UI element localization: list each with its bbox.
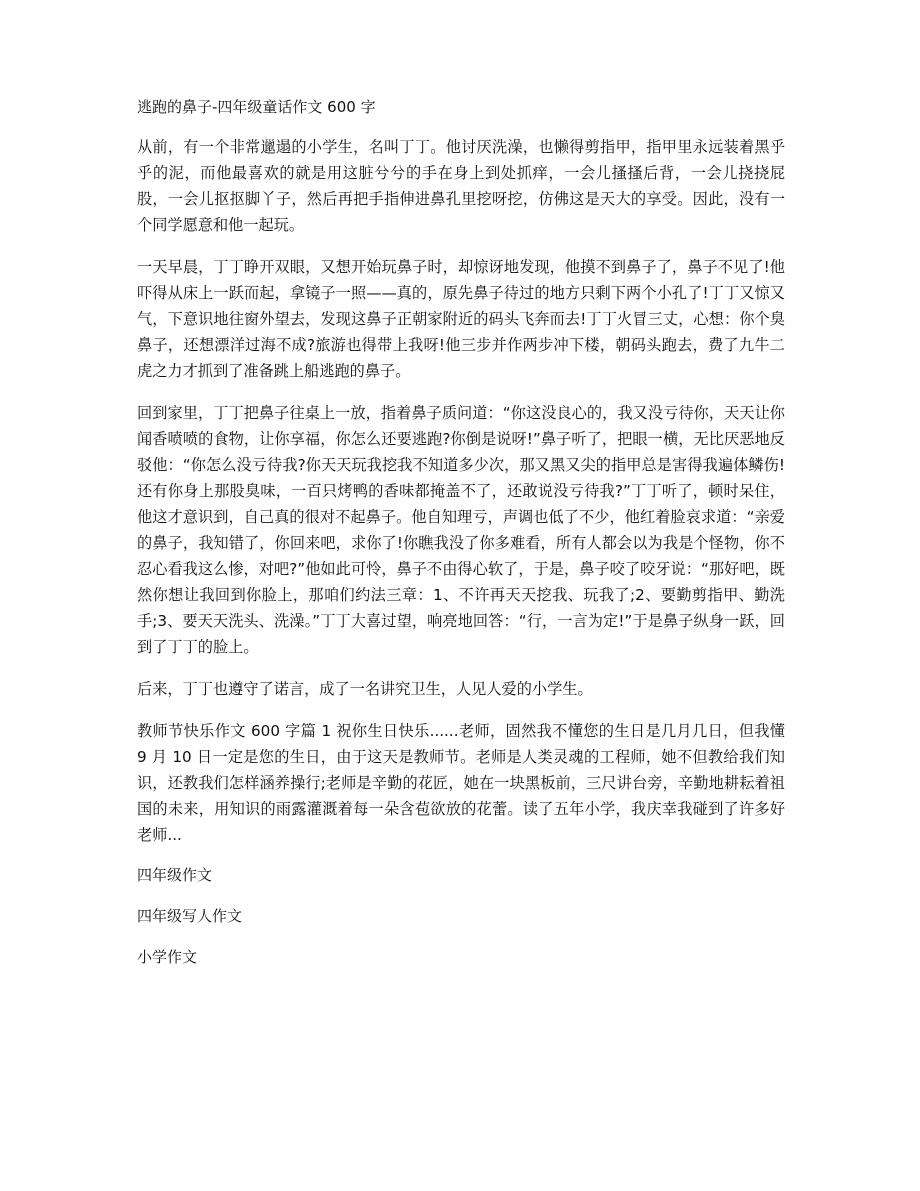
document-title: 逃跑的鼻子-四年级童话作文 600 字 (137, 98, 376, 116)
related-article-excerpt: 教师节快乐作文 600 字篇 1 祝你生日快乐......老师，固然我不懂您的生日是几月几日，但我懂 9 月 10 日一定是您的生日，由于这天是教师节。老师是人类灵魂的工程师，她不但教给我们知识，还教我们怎样涵养操行;老师是辛勤的花匠，她在一块黑板前，三尺讲台旁，辛勤地耕耘着祖国的未来，用知识的雨露灌溉着每一朵含苞欲放的花蕾。读了五年小学，我庆幸我碰到了许多好老师... (137, 722, 785, 844)
document-page (137, 96, 785, 987)
category-tag: 四年级作文 (137, 866, 213, 884)
story-paragraph-1: 从前，有一个非常邋遢的小学生，名叫丁丁。他讨厌洗澡，也懒得剪指甲，指甲里永远装着黑乎乎的泥，而他最喜欢的就是用这脏兮兮的手在身上到处抓痒，一会儿搔搔后背，一会儿挠挠屁股，一会儿抠抠脚丫子，然后再把手指伸进鼻孔里挖呀挖，仿佛这是天大的享受。因此，没有一个同学愿意和他一起玩。 (137, 138, 785, 234)
category-tag: 小学作文 (137, 948, 198, 966)
story-paragraph-2: 一天早晨，丁丁睁开双眼，又想开始玩鼻子时，却惊讶地发现，他摸不到鼻子了，鼻子不见了!他吓得从床上一跃而起，拿镜子一照——真的，原先鼻子待过的地方只剩下两个小孔了!丁丁又惊又气，下意识地往窗外望去，发现这鼻子正朝家附近的码头飞奔而去!丁丁火冒三丈，心想：你个臭鼻子，还想漂洋过海不成?旅游也得带上我呀!他三步并作两步冲下楼，朝码头跑去，费了九牛二虎之力才抓到了准备跳上船逃跑的鼻子。 (137, 258, 785, 380)
story-paragraph-4: 后来，丁丁也遵守了诺言，成了一名讲究卫生，人见人爱的小学生。 (137, 680, 593, 698)
category-tag: 四年级写人作文 (137, 907, 243, 925)
story-paragraph-3: 回到家里，丁丁把鼻子往桌上一放，指着鼻子质问道：“你这没良心的，我又没亏待你，天天让你闻香喷喷的食物，让你享福，你怎么还要逃跑?你倒是说呀!”鼻子听了，把眼一横，无比厌恶地反驳他：“你怎么没亏待我?你天天玩我挖我不知道多少次，那又黑又尖的指甲总是害得我遍体鳞伤!还有你身上那股臭味，一百只烤鸭的香味都掩盖不了，还敢说没亏待我?”丁丁听了，顿时呆住，他这才意识到，自己真的很对不起鼻子。他自知理亏，声调也低了不少，他红着脸哀求道：“亲爱的鼻子，我知错了，你回来吧，求你了!你瞧我没了你多难看，所有人都会以为我是个怪物，你不忍心看我这么惨，对吧?”他如此可怜，鼻子不由得心软了，于是，鼻子咬了咬牙说：“那好吧，既然你想让我回到你脸上，那咱们约法三章：1、不许再天天挖我、玩我了;2、要勤剪指甲、勤洗手;3、要天天洗头、洗澡。”丁丁大喜过望，响亮地回答：“行，一言为定!”于是鼻子纵身一跃，回到了丁丁的脸上。 (137, 404, 785, 656)
